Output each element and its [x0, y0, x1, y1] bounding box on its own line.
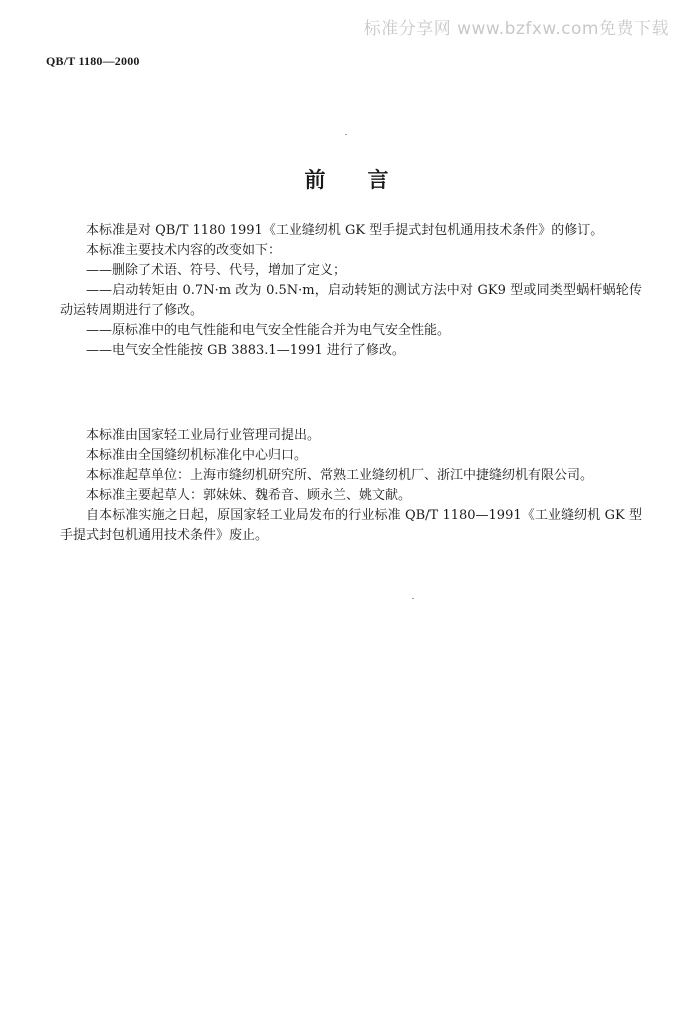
- standard-code: QB/T 1180—2000: [46, 54, 140, 68]
- watermark-text: 标准分享网 www.bzfxw.com免费下载: [363, 19, 669, 39]
- change-item-2: ——启动转矩由 0.7N·m 改为 0.5N·m，启动转矩的测试方法中对 GK9 型或同类型蜗杆蜗轮传动运转周期进行了修改。: [60, 283, 642, 318]
- scan-speck: [412, 598, 414, 599]
- change-item-1: ——删除了术语、符号、代号，增加了定义；: [86, 263, 347, 278]
- paragraph-drafters: 本标准主要起草人：郭妹妹、魏希音、顾永兰、姚文献。: [86, 488, 412, 503]
- scan-speck: [345, 134, 347, 135]
- paragraph-proposer: 本标准由国家轻工业局行业管理司提出。: [86, 428, 321, 443]
- paragraph-drafting-units: 本标准起草单位：上海市缝纫机研究所、常熟工业缝纫机厂、浙江中捷缝纫机有限公司。: [86, 468, 594, 483]
- paragraph-intro: 本标准是对 QB/T 1180 1991《工业缝纫机 GK 型手提式封包机通用技术条件》的修订。: [86, 223, 604, 238]
- standard-info: [60, 426, 642, 546]
- paragraph-supersedes: 自本标准实施之日起，原国家轻工业局发布的行业标准 QB/T 1180—1991《工业缝纫机 GK 型手提式封包机通用技术条件》废止。: [60, 508, 642, 543]
- change-item-4: ——电气安全性能按 GB 3883.1—1991 进行了修改。: [86, 343, 405, 358]
- change-item-3: ——原标准中的电气性能和电气安全性能合并为电气安全性能。: [86, 323, 451, 338]
- page-title: 前 言: [304, 168, 389, 192]
- paragraph-changes-heading: 本标准主要技术内容的改变如下：: [86, 243, 282, 258]
- revision-notes: [60, 221, 642, 361]
- paragraph-centralized: 本标准由全国缝纫机标准化中心归口。: [86, 448, 308, 463]
